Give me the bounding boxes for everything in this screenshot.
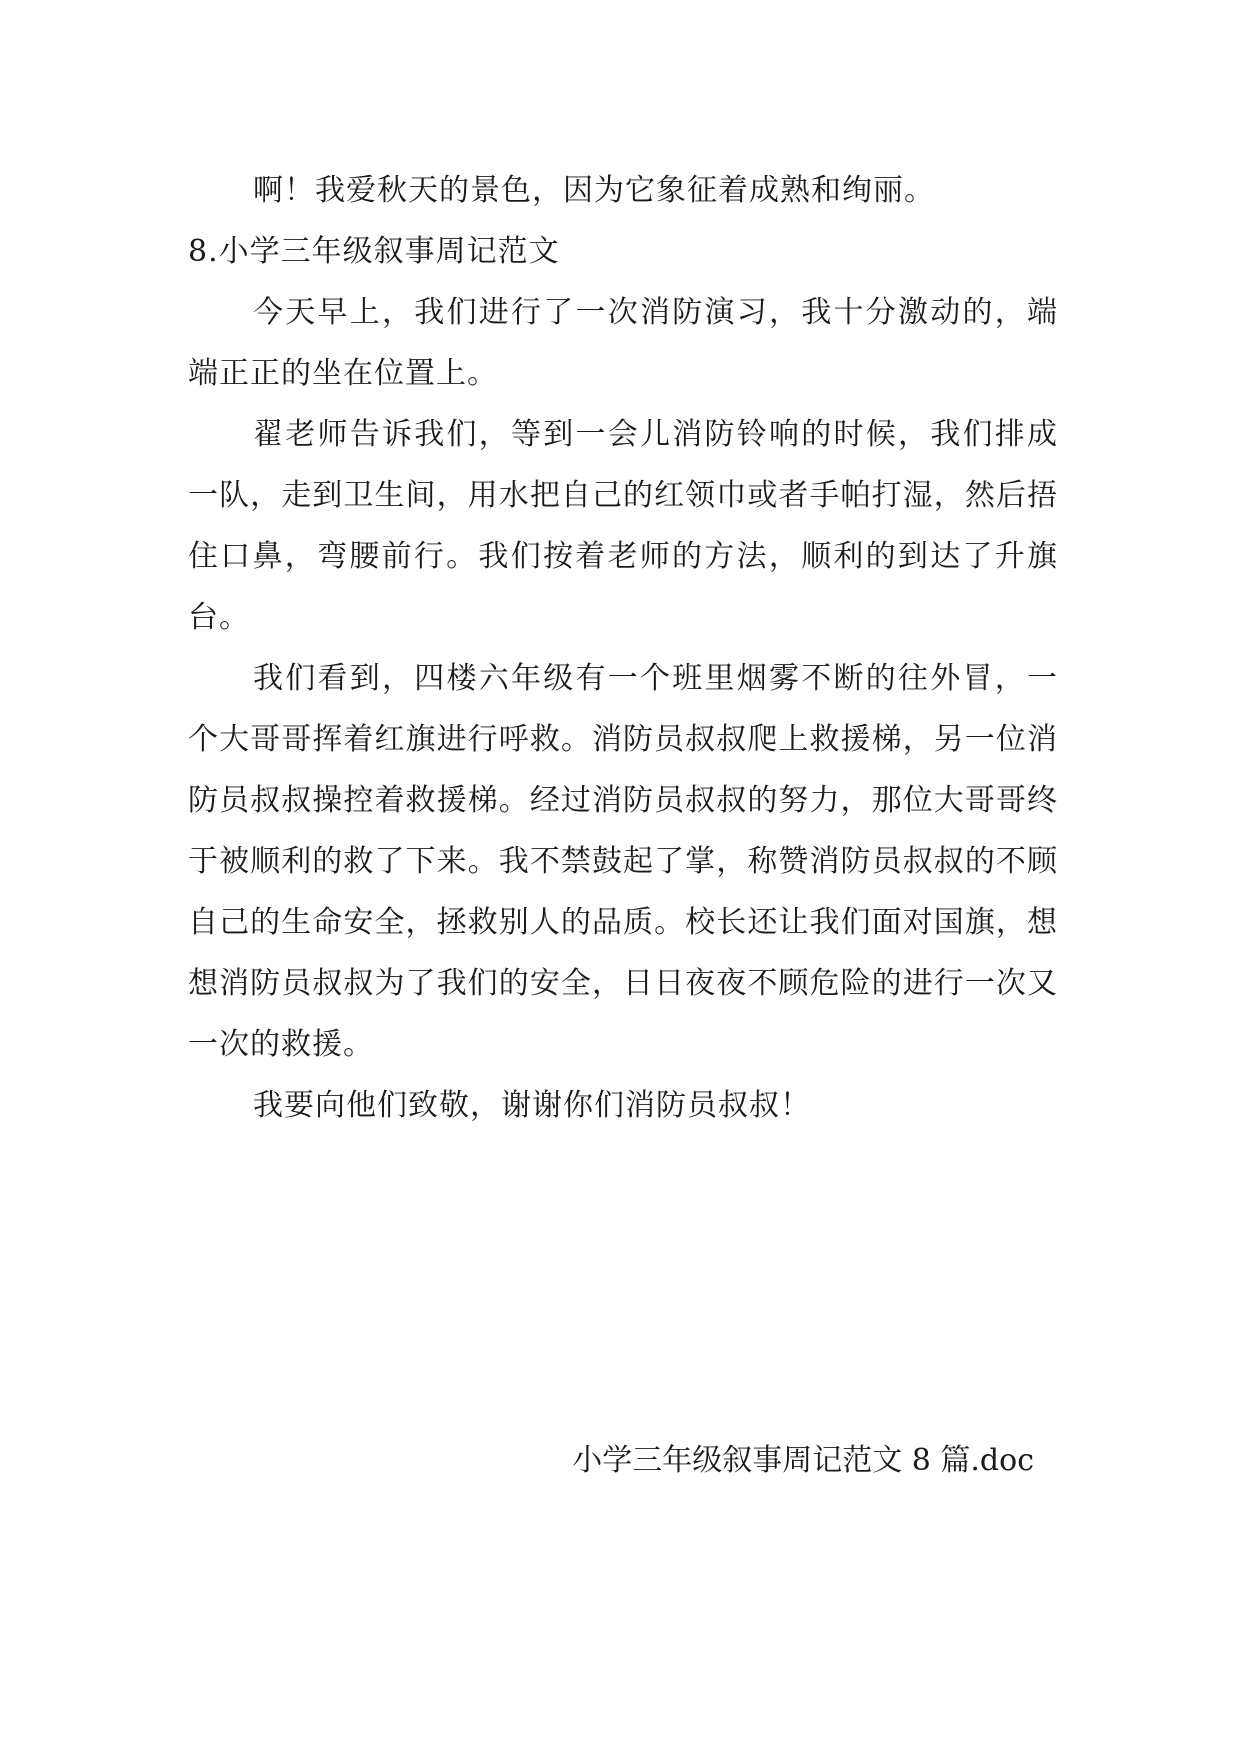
paragraph-teacher-instructions: 翟老师告诉我们，等到一会儿消防铃响的时候，我们排成一队，走到卫生间，用水把自己的红领巾或者手帕打湿，然后捂住口鼻，弯腰前行。我们按着老师的方法，顺利的到达了升旗台。: [188, 417, 1058, 635]
paragraph-autumn-closing: 啊！我爱秋天的景色，因为它象征着成熟和绚丽。: [253, 173, 935, 208]
document-footer-filename: 小学三年级叙事周记范文 8 篇.doc: [572, 1443, 1034, 1478]
section-heading: 8.小学三年级叙事周记范文: [188, 234, 560, 269]
paragraph-closing-tribute: 我要向他们致敬，谢谢你们消防员叔叔！: [253, 1088, 811, 1123]
document-body: [188, 160, 1058, 1136]
paragraph-rescue-scene: 我们看到，四楼六年级有一个班里烟雾不断的往外冒，一个大哥哥挥着红旗进行呼救。消防员叔叔爬上救援梯，另一位消防员叔叔操控着救援梯。经过消防员叔叔的努力，那位大哥哥终于被顺利的救了下来。我不禁鼓起了掌，称赞消防员叔叔的不顾自己的生命安全，拯救别人的品质。校长还让我们面对国旗，想想消防员叔叔为了我们的安全，日日夜夜不顾危险的进行一次又一次的救援。: [188, 661, 1058, 1062]
paragraph-drill-intro: 今天早上，我们进行了一次消防演习，我十分激动的，端端正正的坐在位置上。: [188, 295, 1058, 391]
